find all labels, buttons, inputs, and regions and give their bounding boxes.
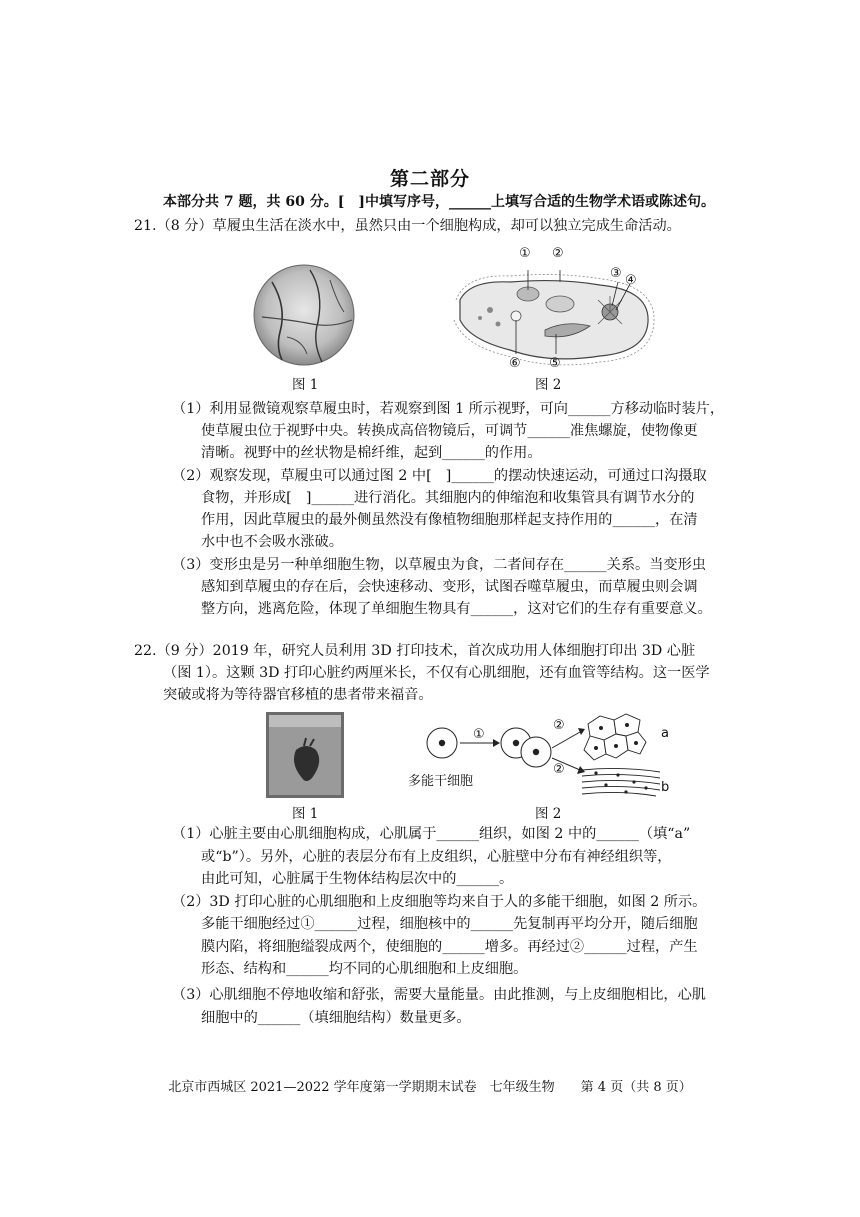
q21-fig2-label-2: ② xyxy=(552,246,564,261)
q21-fig1-caption: 图 1 xyxy=(292,377,319,393)
q22-fig2-caption: 图 2 xyxy=(535,806,562,822)
q21-part3-line2: 感知到草履虫的存在后，会快速移动、变形，试图吞噬草履虫，而草履虫则会调 xyxy=(201,579,698,595)
q21-part3-line3: 整方向，逃离危险，体现了单细胞生物具有______，这对它们的生存有重要意义。 xyxy=(201,601,712,617)
page-footer: 北京市西城区 2021—2022 学年度第一学期期末试卷 七年级生物 第 4 页（共 8 页） xyxy=(168,1080,692,1095)
q21-fig2-label-6: ⑥ xyxy=(509,356,521,371)
q22-part2-line3: 膜内陷，将细胞缢裂成两个，使细胞的______增多。再经过②______过程，产生 xyxy=(201,939,698,955)
q22-part3-line2: 细胞中的______（填细胞结构）数量更多。 xyxy=(201,1010,471,1026)
q21-stem: 21.（8 分）草履虫生活在淡水中，虽然只由一个细胞构成，却可以独立完成生命活动。 xyxy=(134,218,681,234)
q21-fig2-caption: 图 2 xyxy=(535,377,562,393)
q21-part1-line2: 使草履虫位于视野中央。转换成高倍物镜后，可调节______准焦螺旋，使物像更 xyxy=(201,423,698,439)
q21-fig1-microscope-view xyxy=(252,262,356,368)
q21-part2-line3: 作用，因此草履虫的最外侧虽然没有像植物细胞那样起支持作用的______，在清 xyxy=(201,512,698,528)
q22-stem-line1: 22.（9 分）2019 年，研究人员利用 3D 打印技术，首次成功用人体细胞打印出 3D 心脏 xyxy=(134,643,696,659)
q21-fig2-label-5: ⑤ xyxy=(549,356,561,371)
q22-fig2-label-b: b xyxy=(661,780,670,795)
q21-part2-line1: （2）观察发现，草履虫可以通过图 2 中[ ]______的摆动快速运动，可通过口沟摄取 xyxy=(172,468,707,484)
q21-fig2-label-4: ④ xyxy=(625,273,637,288)
q22-fig2-step2a-label: ② xyxy=(553,718,565,733)
q21-part1-line1: （1）利用显微镜观察草履虫时，若观察到图 1 所示视野，可向______方移动临时装片， xyxy=(172,401,725,417)
q22-fig2-label-a: a xyxy=(661,726,669,741)
q22-stem-line2: （图 1）。这颗 3D 打印心脏约两厘米长，不仅有心肌细胞，还有血管等结构。这一医学 xyxy=(163,665,710,681)
q22-part2-line4: 形态、结构和______均不同的心肌细胞和上皮细胞。 xyxy=(201,961,528,977)
q22-fig2-step2b-label: ② xyxy=(553,762,565,777)
q21-part2-line4: 水中也不会吸水涨破。 xyxy=(201,534,343,550)
q22-part3-line1: （3）心肌细胞不停地收缩和舒张，需要大量能量。由此推测，与上皮细胞相比，心肌 xyxy=(172,987,706,1003)
q22-part1-line3: 由此可知，心脏属于生物体结构层次中的______。 xyxy=(201,871,514,887)
q21-fig2-label-3: ③ xyxy=(610,266,622,281)
section-title: 第二部分 xyxy=(389,168,470,190)
q22-fig1-heart-photo xyxy=(266,712,344,798)
q22-part1-line2: 或“b”）。另外，心脏的表层分布有上皮组织，心脏壁中分布有神经组织等， xyxy=(201,849,672,865)
q22-fig2-step1-label: ① xyxy=(473,727,485,742)
section-intro: 本部分共 7 题，共 60 分。[ ]中填写序号，______上填写合适的生物学术语或陈述句。 xyxy=(163,194,715,210)
q21-part1-line3: 清晰。视野中的丝状物是棉纤维，起到______的作用。 xyxy=(201,445,542,461)
q22-fig2-stem-cell-label: 多能干细胞 xyxy=(408,774,474,789)
q22-fig1-caption: 图 1 xyxy=(292,806,319,822)
q22-part1-line1: （1）心脏主要由心肌细胞构成，心肌属于______组织，如图 2 中的______（填“a” xyxy=(172,826,691,842)
q21-part3-line1: （3）变形虫是另一种单细胞生物，以草履虫为食，二者间存在______关系。当变形虫 xyxy=(172,557,706,573)
q22-stem-line3: 突破或将为等待器官移植的患者带来福音。 xyxy=(163,687,433,703)
q22-part2-line2: 多能干细胞经过①______过程，细胞核中的______先复制再平均分开，随后细胞 xyxy=(201,916,698,932)
q22-fig2-differentiation-diagram xyxy=(420,712,660,807)
q21-fig2-label-1: ① xyxy=(519,246,531,261)
q22-part2-line1: （2）3D 打印心脏的心肌细胞和上皮细胞等均来自于人的多能干细胞，如图 2 所示。 xyxy=(172,894,707,910)
q21-part2-line2: 食物，并形成[ ]______进行消化。其细胞内的伸缩泡和收集管具有调节水分的 xyxy=(201,490,695,506)
